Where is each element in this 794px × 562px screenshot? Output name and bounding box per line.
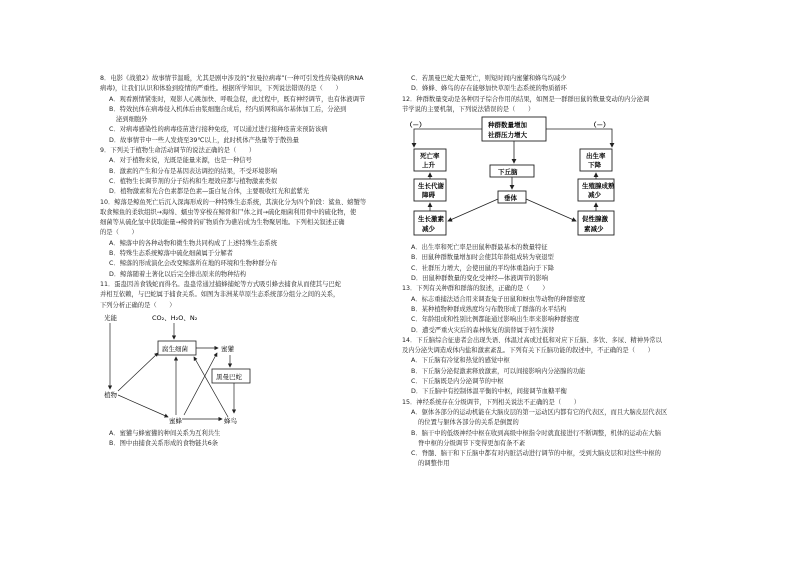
diag-death2: 上升	[422, 161, 435, 170]
diag-growth-block2: 障碍	[422, 191, 435, 200]
q14-stem-line: 14．下丘脑综合征患者会出现失语、体温过高或过低和对应下丘脑、多饮、多尿、精神异常以	[402, 336, 662, 344]
q11-food-web-diagram	[104, 311, 334, 429]
q11-option-b: B．图中由捕食关系形成的食物链共6条	[109, 440, 219, 448]
q12-option-d: D．田鼠种群数量的变化受神经—体液调节的影响	[411, 275, 549, 283]
diag-minus-left: （－）	[406, 121, 426, 130]
q9-option-b: B．激素的产生和分布是基因表达调控的结果，不受环境影响	[109, 167, 278, 175]
q8-stem-line: 病毒)，让我们认识和体验到疫情的严重性。根据所学知识，下列说法错误的是（ ）	[100, 85, 342, 93]
q13-option-b: B．某种植物种群成熟度均匀布散形成了群落的水平结构	[411, 305, 567, 313]
q15-option-c: C．脊髓、脑干和下丘脑中都有对内脏活动进行调节的中枢，受到大脑皮层和对这些中枢的	[411, 450, 661, 458]
diagram-sun-label: 光能	[104, 313, 117, 322]
food-web-arrows	[110, 323, 234, 419]
q15-option-a-cont: 的位置与躯体各部分的关系是倒置的	[418, 419, 519, 427]
diagram-inorganic-label: CO₂、H₂O、N₂	[152, 313, 198, 322]
diagram-black-mamba-label: 黑曼巴蛇	[216, 372, 242, 381]
q10-option-a: A．鲸落中的各种动物和微生物共同构成了上述特殊生态系统	[109, 239, 278, 247]
q13-option-a: A．标志重捕法适合用来调查兔子田鼠和蚜虫等动物的种群密度	[411, 295, 586, 303]
q11-option-c: C．若黑曼巴蛇大量死亡，则短时间内蜜獾和蜂鸟均减少	[411, 75, 567, 82]
q14-option-c: C．下丘脑既是内分泌调节的中枢	[411, 378, 504, 386]
diag-growth-block: 生长代谢	[418, 182, 444, 191]
q13-option-c: C．年龄组成和性别比例都能通过影响出生率来影响种群密度	[411, 316, 580, 324]
q15-option-b-cont: 脊中枢的分级调节下变得更加有条不紊	[418, 439, 526, 447]
q10-option-b: B．特殊生态系统鲸落中硫化细菌属于分解者	[109, 250, 233, 258]
q12-stem-line: 节学说的主要机制，下列说法错误的是（ ）	[402, 105, 535, 113]
q12-option-b: B．田鼠种群数量增加时会使其年龄组成转为衰退型	[411, 254, 554, 262]
q15-option-a: A．躯体各部分的运动机能在大脑皮层的第一运动区内都有它的代表区，而且大脑皮层代表区	[411, 408, 668, 416]
q10-stem-line: 取食鲸鱼的柔软组织→海绵、蠕虫等穿梭在鲸骨和尸体之间→硫化细菌利用骨中的硫化物，使	[100, 208, 357, 216]
diag-top: 种群数量增加	[488, 121, 527, 130]
q12-option-c: C．社群压力增大，会使田鼠的平均体重趋向于下降	[411, 264, 554, 272]
q14-option-a: A．下丘脑有冷觉和热觉的感觉中枢	[411, 357, 510, 365]
diag-minus-right: （－）	[590, 121, 610, 130]
diag-pituitary: 垂体	[504, 194, 517, 203]
diag-repro2: 减少	[588, 191, 601, 200]
question-9	[100, 146, 400, 197]
q12-stem-line: 12．种群数量变动是各种因子综合作用的结果，如图是一群群田鼠的数量变动的内分泌调	[402, 95, 650, 103]
q11-stem-line: 11．蛋蛊因善食钱蛇而得名。蛊蛊常通过捕蜂捕蛇等方式吸引蜂去捕食从而使其与巴蛇	[100, 280, 341, 288]
q14-option-d: D．下丘脑中有控制体温平衡的中枢，间接调节血糖平衡	[411, 388, 567, 396]
diagram-honey-badger-label: 蜜獾	[221, 344, 234, 353]
q10-stem-line: 的是（ ）	[100, 229, 138, 237]
q13-option-d: D．遭受严重火灾后的森林恢复的演替属于初生演替	[411, 326, 555, 334]
q15-stem: 15．神经系统存在分级调节，下列相关说法不正确的是（ ）	[402, 398, 581, 406]
q8-stem-line: 8．电影《战狼2》故事情节温暖，尤其是剧中涉及的“拉曼拉病毒”(一种可引发性传染病的RNA	[100, 75, 364, 82]
diagram-honeyguide-label: 蜂鸟	[224, 416, 237, 425]
diag-hypothalamus: 下丘脑	[498, 168, 518, 177]
q14-option-b: B．下丘脑分泌促激素释放激素，可以间接影响内分泌腺的功能	[411, 367, 586, 375]
question-12	[402, 95, 702, 285]
question-15	[402, 398, 702, 470]
q8-option-b: B．特效抗体在病毒侵入机体后由浆细胞合成后，经内质网和高尔基体加工后，分泌到	[109, 105, 347, 113]
diag-birth: 出生率	[586, 152, 606, 161]
q8-option-d: D．故事情节中一些人发烧至39℃以上，此时机体产热量等于散热量	[109, 136, 299, 144]
q8-option-a: A．观看剧情紧张时，观影人心跳加快、呼吸急促，此过程中，既有神经调节，也有体液调节	[109, 95, 366, 103]
diag-gonad: 促性腺激	[582, 215, 608, 224]
q10-stem-line: 细菌等从硫化氢中获取能量→鲸骨的矿物质作为礁岩成为生物聚居地。下列相关叙述正确	[100, 219, 345, 227]
diag-gh: 生长激素	[418, 215, 444, 224]
q11-stem-line: 下列分析正确的是（ ）	[100, 301, 176, 309]
diagram-decomposer-label: 腐生细菌	[162, 344, 188, 353]
diag-gh2: 减少	[422, 225, 435, 234]
left-column	[100, 0, 400, 449]
q12-option-a: A．出生率和死亡率是田鼠种群最基本的数量特征	[411, 244, 548, 252]
q10-stem-line: 10．鲸落是鲸鱼死亡后沉入深海形成的一种特殊生态系统，其演化分为四个阶段：鲨鱼、螃蟹等	[100, 198, 367, 206]
q9-option-a: A．对于植物来说，光既是能量来源，也是一种信号	[109, 157, 252, 165]
diag-repro: 生殖腺成熟	[582, 182, 615, 191]
q9-stem: 9．下列关于植物生命活动调节的说法正确的是（ ）	[100, 147, 256, 155]
q11-option-a: A．蜜獾与蜂蜜獾的种间关系为互利共生	[109, 429, 221, 437]
question-8	[100, 74, 400, 146]
q11-option-d: D．蜂蜂、蜂鸟的存在能够加快草原生态系统的物质循环	[411, 85, 567, 93]
q15-option-b: B．脑干中的低级神经中枢在收到高级中枢指令时就直接进行不断调整，机体的运动在大脑	[411, 429, 661, 437]
q9-option-d: D．植物激素和光合色素都是色素—蛋白复合体，主要吸收红光和蓝紫光	[109, 188, 310, 196]
diag-top2: 社群压力增大	[488, 131, 527, 140]
question-14	[402, 336, 702, 398]
q14-stem-line: 及内分泌失调造成体内盐和激素紊乱。下列有关下丘脑功能的叙述中，不正确的是（ ）	[402, 347, 654, 355]
question-13	[402, 284, 702, 335]
right-column	[402, 0, 702, 470]
q10-option-c: C．鲸落的形成演化会改变鲸落所在地的环境和生物种群分布	[109, 260, 278, 268]
question-10	[100, 198, 400, 280]
q11-stem-line: 并相互依赖，与巴蛇属于捕食关系。如图为非洲某草原生态系统部分组分之间的关系，	[100, 291, 340, 299]
q8-option-b-cont: 泌到细胞外	[116, 116, 148, 124]
q12-endocrine-diagram	[404, 115, 624, 243]
q9-option-c: C．植物生长调节剂的分子结构和生理效应都与植物激素类似	[109, 177, 278, 185]
diagram-plant-label: 植物	[104, 390, 117, 399]
q15-option-c-cont: 的调整作用	[418, 460, 450, 468]
diag-birth2: 下降	[588, 161, 601, 170]
q10-option-d: D．鲸落随着土著化以后完全排出原来的物种结构	[109, 270, 247, 278]
q13-stem: 13．下列有关种群和群落的叙述，正确的是（ ）	[402, 285, 549, 293]
q8-option-c: C．对病毒感染性的病毒疫苗进行接种免疫，可以通过进行接种疫苗来预防该病	[109, 126, 328, 134]
diag-death: 死亡率	[420, 152, 440, 161]
question-11	[100, 280, 400, 449]
diag-gonad2: 素减少	[584, 225, 604, 234]
diagram-bee-label: 蜜蜂	[169, 416, 182, 425]
